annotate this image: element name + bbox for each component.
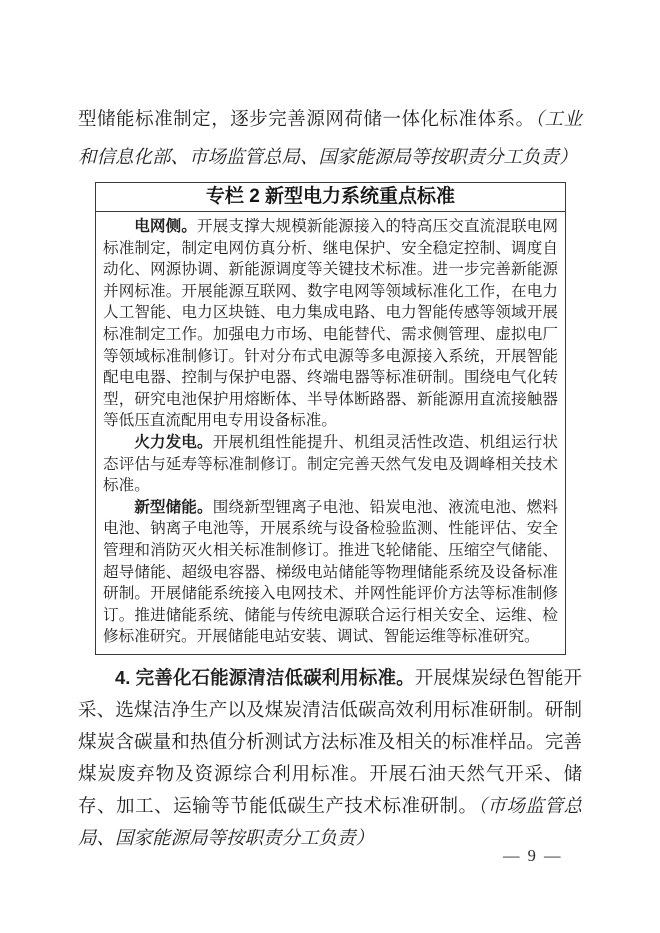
paragraph-top: [78, 0, 582, 177]
paragraph-item-4-text: 开展煤炭绿色智能开采、选煤洁净生产以及煤炭清洁低碳高效利用标准研制。研制煤炭含碳量和热值分析测试方法标准及相关的标准样品。完善煤炭废弃物及资源综合利用标准。开展石油天然气开采、储存、加工、运输等节能低碳生产技术标准研制。: [78, 668, 582, 817]
paragraph-top-text: 型储能标准制定，逐步完善源网荷储一体化标准体系。: [78, 110, 535, 130]
box-body: [96, 212, 565, 654]
box-title: 专栏 2 新型电力系统重点标准: [96, 183, 565, 212]
paragraph-item-4: [78, 655, 582, 855]
box-paragraph-grid-side-text: 开展支撑大规模新能源接入的特高压交直流混联电网标准制定，制定电网仿真分析、继电保护、安全稳定控制、调度自动化、网源协调、新能源调度等关键技术标准。进一步完善新能源并网标准。开展能源互联网、数字电网等领域标准化工作，在电力人工智能、电力区块链、电力集成电路、电力智能传感等领域开展标准制定工作。加强电力市场、电能替代、需求侧管理、虚拟电厂等领域标准制修订。针对分布式电源等多电源接入系统，开展智能配电电器、控制与保护电器、终端电器等标准研制。围绕电气化转型，研究电池保护用熔断体、半导体断路器、新能源用直流接触器等低压直流配用电专用设备标准。: [103, 218, 558, 430]
paragraph-top-attribution: （工业和信息化部、市场监管总局、国家能源局等按职责分工负责）: [78, 110, 582, 168]
box-paragraph-grid-side: [103, 216, 558, 432]
box-paragraph-new-storage-text: 围绕新型锂离子电池、铅炭电池、液流电池、燃料电池、钠离子电池等，开展系统与设备检验监测、性能评估、安全管理和消防灭火相关标准制修订。推进飞轮储能、压缩空气储能、超导储能、超级电容器、梯级电站储能等物理储能系统及设备标准研制。开展储能系统接入电网技术、并网性能评价方法等标准制修订。推进储能系统、储能与传统电源联合运行相关安全、运维、检修标准研究。开展储能电站安装、调试、智能运维等标准研究。: [103, 498, 558, 646]
page-number: — 9 —: [503, 846, 563, 865]
box-paragraph-thermal-power-text: 开展机组性能提升、机组灵活性改造、机组运行状态评估与延寿等标准制修订。制定完善天然气发电及调峰相关技术标准。: [103, 433, 558, 495]
box-paragraph-grid-side-lead: 电网侧。: [134, 218, 197, 235]
box-paragraph-new-storage-lead: 新型储能。: [134, 498, 213, 516]
box-paragraph-new-storage: [103, 497, 558, 648]
box-paragraph-thermal-power: [103, 432, 558, 497]
paragraph-item-4-attribution: （市场监管总局、国家能源局等按职责分工负责）: [78, 796, 582, 849]
paragraph-item-4-lead: 4. 完善化石能源清洁低碳利用标准。: [115, 666, 415, 688]
column-2-standards-box: [95, 182, 566, 655]
box-paragraph-thermal-power-lead: 火力发电。: [134, 433, 213, 451]
